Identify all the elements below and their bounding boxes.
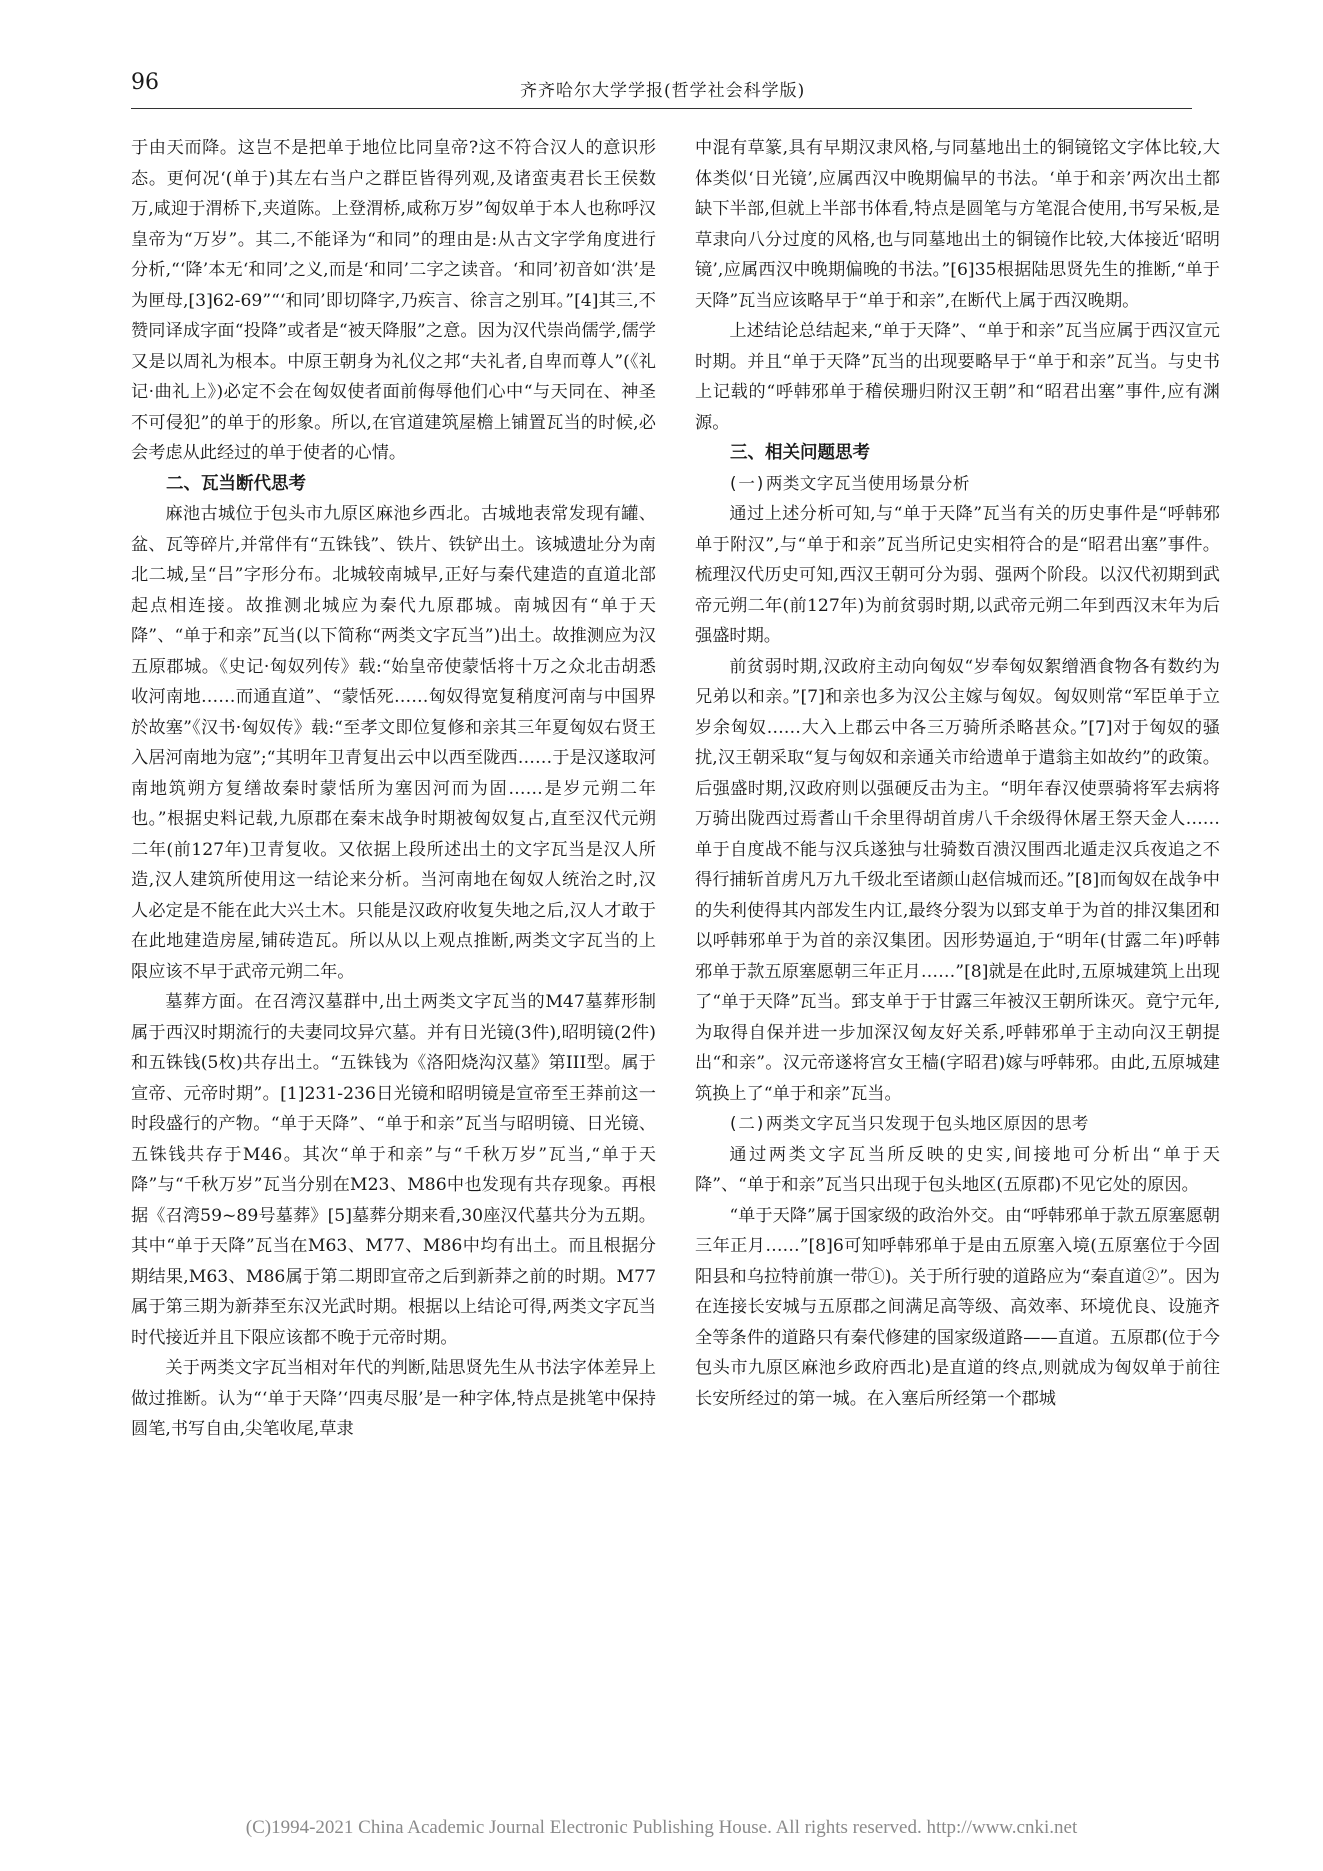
body-paragraph: 于由天而降。这岂不是把单于地位比同皇帝?这不符合汉人的意识形态。更何况‘(单于)其左右当户之群臣皆得列观,及诸蛮夷君长王侯数万,咸迎于渭桥下,夹道陈。上登渭桥,咸称万岁”匈奴单于本人也称呼汉皇帝为“万岁”。其二,不能译为“和同”的理由是:从古文字学角度进行分析,“‘降’本无‘和同’之义,而是‘和同’二字之读音。‘和同’初音如‘洪’是为匣母,[3]62-69”“‘和同’即切降字,乃疾言、徐言之别耳。”[4]其三,不赞同译成字面“投降”或者是“被天降服”之意。因为汉代崇尚儒学,儒学又是以周礼为根本。中原王朝身为礼仪之邦“夫礼者,自卑而尊人”(《礼记·曲礼上》)必定不会在匈奴使者面前侮辱他们心中“与天同在、神圣不可侵犯”的单于的形象。所以,在官道建筑屋檐上铺置瓦当的时候,必会考虑从此经过的单于使者的心情。 [131, 138, 656, 463]
subsection-heading: (二)两类文字瓦当只发现于包头地区原因的思考 [728, 1114, 1089, 1133]
body-paragraph: 麻池古城位于包头市九原区麻池乡西北。古城地表常发现有罐、盆、瓦等碎片,并常伴有“五铢钱”、铁片、铁铲出土。该城遗址分为南北二城,呈“吕”字形分布。北城较南城早,正好与秦代建造的直道北部起点相连接。故推测北城应为秦代九原郡城。南城因有“单于天降”、“单于和亲”瓦当(以下简称“两类文字瓦当”)出土。故推测应为汉五原郡城。《史记·匈奴列传》载:“始皇帝使蒙恬将十万之众北击胡悉收河南地……而通直道”、“蒙恬死……匈奴得宽复稍度河南与中国界於故塞”《汉书·匈奴传》载:“至孝文即位复修和亲其三年夏匈奴右贤王入居河南地为寇”;“其明年卫青复出云中以西至陇西……于是汉遂取河南地筑朔方复缮故秦时蒙恬所为塞因河而为固……是岁元朔二年也。”根据史料记载,九原郡在秦末战争时期被匈奴复占,直至汉代元朔二年(前127年)卫青复收。又依据上段所述出土的文字瓦当是汉人所造,汉人建筑所使用这一结论来分析。当河南地在匈奴人统治之时,汉人必定是不能在此大兴土木。只能是汉政府收复失地之后,汉人才敢于在此地建造房屋,铺砖造瓦。所以从以上观点推断,两类文字瓦当的上限应该不早于武帝元朔二年。 [131, 504, 656, 982]
body-paragraph: 关于两类文字瓦当相对年代的判断,陆思贤先生从书法字体差异上做过推断。认为“‘单于天降’‘四夷尽服’是一种字体,特点是挑笔中保持圆笔,书写自由,尖笔收尾,草隶 [131, 1358, 656, 1439]
section-heading: 二、瓦当断代思考 [166, 473, 306, 494]
body-paragraph: 中混有草篆,具有早期汉隶风格,与同墓地出土的铜镜铭文字体比较,大体类似‘日光镜’,应属西汉中晚期偏早的书法。‘单于和亲’两次出土都缺下半部,但就上半部书体看,特点是圆笔与方笔混合使用,书写呆板,是草隶向八分过度的风格,也与同墓地出土的铜镜作比较,大体接近‘昭明镜’,应属西汉中晚期偏晚的书法。”[6]35根据陆思贤先生的推断,“单于天降”瓦当应该略早于“单于和亲”,在断代上属于西汉晚期。 [695, 138, 1220, 311]
body-paragraph: 通过两类文字瓦当所反映的史实,间接地可分析出“单于天降”、“单于和亲”瓦当只出现于包头地区(五原郡)不见它处的原因。 [695, 1144, 1220, 1195]
copyright-footer: (C)1994-2021 China Academic Journal Electronic Publishing House. All rights reserved. http://www.cnki.net [245, 1817, 1078, 1838]
body-paragraph: “单于天降”属于国家级的政治外交。由“呼韩邪单于款五原塞愿朝三年正月……”[8]6可知呼韩邪单于是由五原塞入境(五原塞位于今固阳县和乌拉特前旗一带①)。关于所行驶的道路应为“秦直道②”。因为在连接长安城与五原郡之间满足高等级、高效率、环境优良、设施齐全等条件的道路只有秦代修建的国家级道路——直道。五原郡(位于今包头市九原区麻池乡政府西北)是直道的终点,则就成为匈奴单于前往长安所经过的第一城。在入塞后所经第一个郡城 [695, 1205, 1220, 1409]
section-heading: 三、相关问题思考 [730, 443, 870, 463]
body-paragraph: 上述结论总结起来,“单于天降”、“单于和亲”瓦当应属于西汉宣元时期。并且“单于天降”瓦当的出现要略早于“单于和亲”瓦当。与史书上记载的“呼韩邪单于稽侯珊归附汉王朝”和“昭君出塞”事件,应有渊源。 [695, 321, 1220, 433]
body-paragraph: 通过上述分析可知,与“单于天降”瓦当有关的历史事件是“呼韩邪单于附汉”,与“单于和亲”瓦当所记史实相符合的是“昭君出塞”事件。梳理汉代历史可知,西汉王朝可分为弱、强两个阶段。以汉代初期到武帝元朔二年(前127年)为前贫弱时期,以武帝元朔二年到西汉末年为后强盛时期。 [695, 504, 1220, 646]
page-number: 96 [131, 70, 159, 95]
subsection-heading: (一)两类文字瓦当使用场景分析 [728, 473, 970, 493]
header-rule [131, 108, 1192, 109]
journal-title: 齐齐哈尔大学学报(哲学社会科学版) [520, 81, 806, 101]
body-paragraph: 墓葬方面。在召湾汉墓群中,出土两类文字瓦当的M47墓葬形制属于西汉时期流行的夫妻同坟异穴墓。并有日光镜(3件),昭明镜(2件)和五铢钱(5枚)共存出土。“五铢钱为《洛阳烧沟汉墓》第III型。属于宣帝、元帝时期”。[1]231-236日光镜和昭明镜是宣帝至王莽前这一时段盛行的产物。“单于天降”、“单于和亲”瓦当与昭明镜、日光镜、五铢钱共存于M46。其次“单于和亲”与“千秋万岁”瓦当,“单于天降”与“千秋万岁”瓦当分别在M23、M86中也发现有共存现象。再根据《召湾59~89号墓葬》[5]墓葬分期来看,30座汉代墓共分为五期。其中“单于天降”瓦当在M63、M77、M86中均有出土。而且根据分期结果,M63、M86属于第二期即宣帝之后到新莽之前的时期。M77属于第三期为新莽至东汉光武时期。根据以上结论可得,两类文字瓦当时代接近并且下限应该都不晚于元帝时期。 [131, 992, 656, 1348]
page-header [0, 70, 1323, 110]
body-paragraph: 前贫弱时期,汉政府主动向匈奴“岁奉匈奴絮缯酒食物各有数约为兄弟以和亲。”[7]和亲也多为汉公主嫁与匈奴。匈奴则常“军臣单于立岁余匈奴……大入上郡云中各三万骑所杀略甚众。”[7]对于匈奴的骚扰,汉王朝采取“复与匈奴和亲通关市给遗单于遣翁主如故约”的政策。后强盛时期,汉政府则以强硬反击为主。“明年春汉使票骑将军去病将万骑出陇西过焉耆山千余里得胡首虏八千余级得休屠王祭天金人……单于自度战不能与汉兵遂独与壮骑数百溃汉围西北遁走汉兵夜追之不得行捕斩首虏凡万九千级北至诸颜山赵信城而还。”[8]而匈奴在战争中的失利使得其内部发生内讧,最终分裂为以郅支单于为首的排汉集团和以呼韩邪单于为首的亲汉集团。因形势逼迫,于“明年(甘露二年)呼韩邪单于款五原塞愿朝三年正月……”[8]就是在此时,五原城建筑上出现了“单于天降”瓦当。郅支单于于甘露三年被汉王朝所诛灭。竟宁元年,为取得自保并进一步加深汉匈友好关系,呼韩邪单于主动向汉王朝提出“和亲”。汉元帝遂将宫女王樯(字昭君)嫁与呼韩邪。由此,五原城建筑换上了“单于和亲”瓦当。 [695, 656, 1220, 1104]
left-column [131, 133, 656, 1445]
right-column [695, 133, 1220, 1414]
